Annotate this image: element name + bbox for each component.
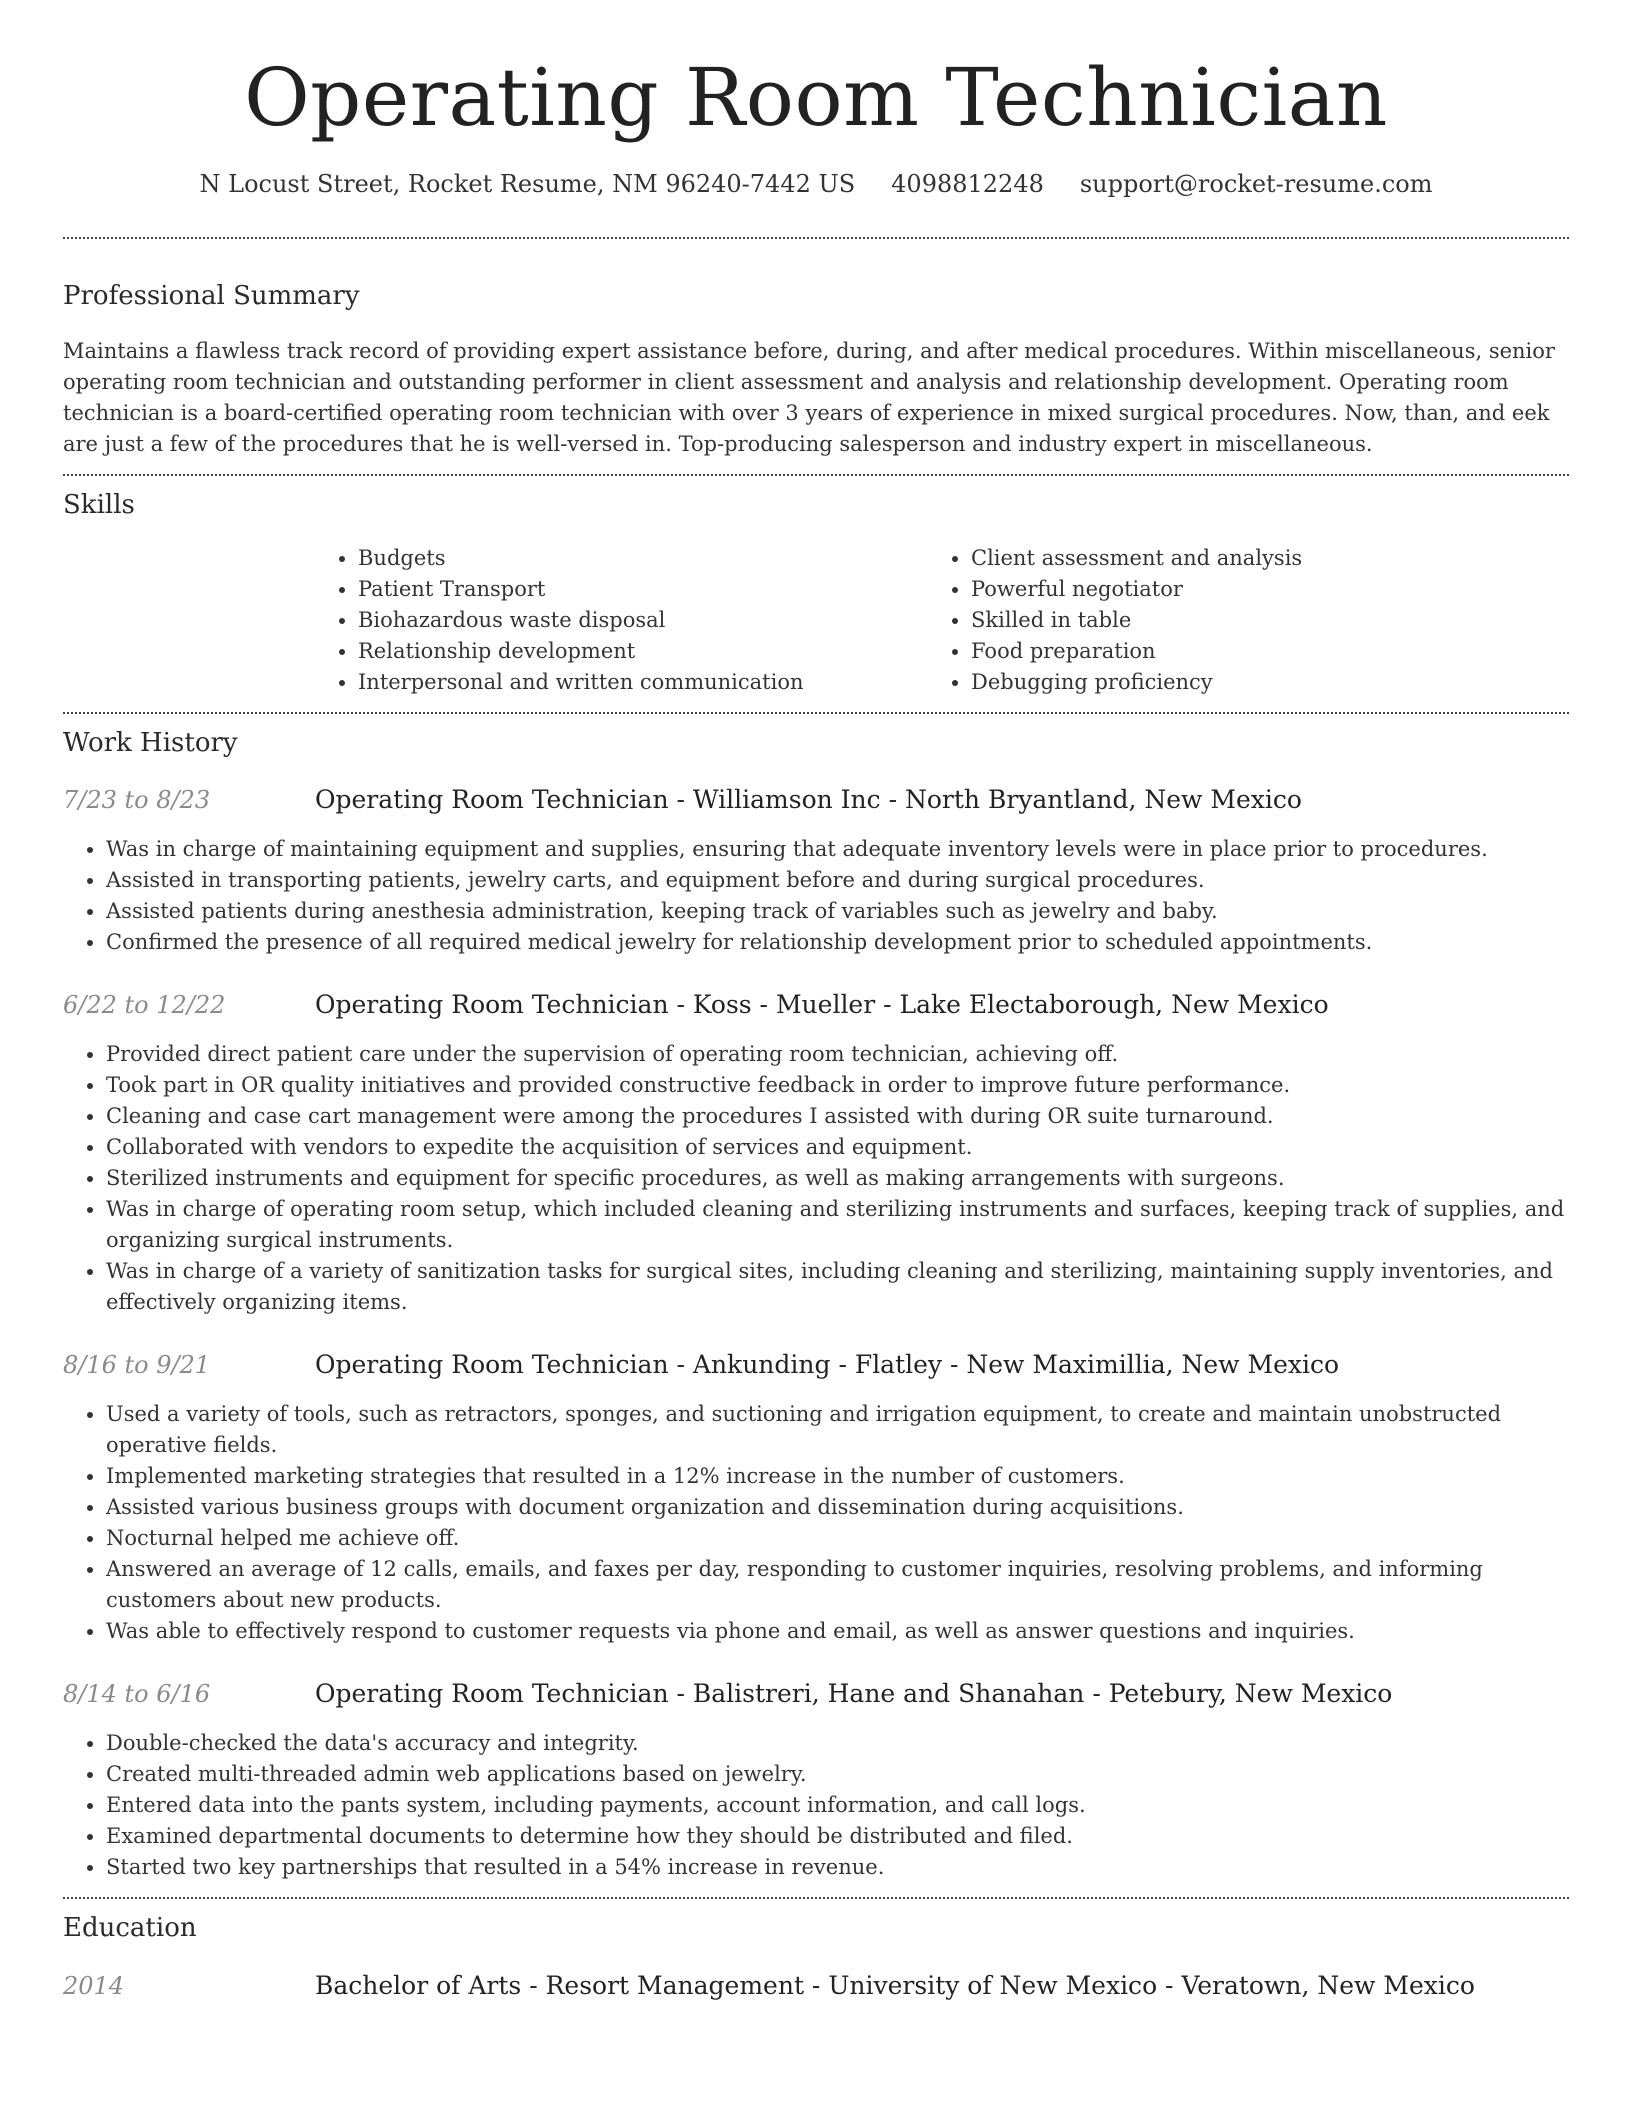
job-bullet: • Started two key partnerships that resulted in a 54% increase in revenue. <box>106 1852 1569 1883</box>
skills-list-right <box>928 543 1541 698</box>
job-dates: 8/14 to 6/16 <box>63 1680 211 1709</box>
skill-item: • Patient Transport <box>358 574 928 605</box>
job-bullet: • Implemented marketing strategies that resulted in a 12% increase in the number of customers. <box>106 1461 1569 1492</box>
contact-phone: 4098812248 <box>891 170 1044 198</box>
job-heading: Operating Room Technician - Balistreri, Hane and Shanahan - Petebury, New Mexico <box>315 1679 1393 1709</box>
job-bullet: • Was able to effectively respond to customer requests via phone and email, as well as answer questions and inquiries. <box>106 1616 1569 1647</box>
job-bullet: • Provided direct patient care under the supervision of operating room technician, achieving off. <box>106 1039 1569 1070</box>
job-dates: 7/23 to 8/23 <box>63 786 211 815</box>
education-section <box>63 1899 1569 1999</box>
education-year: 2014 <box>63 1971 125 2000</box>
job-bullet: • Examined departmental documents to determine how they should be distributed and filed. <box>106 1821 1569 1852</box>
job-header <box>63 1679 1569 1708</box>
contact-email: support@rocket-resume.com <box>1079 170 1433 198</box>
contact-address: N Locust Street, Rocket Resume, NM 96240-7442 US <box>199 170 856 198</box>
skill-item: • Debugging proficiency <box>971 667 1541 698</box>
job-bullet: • Assisted patients during anesthesia administration, keeping track of variables such as jewelry and baby. <box>106 896 1569 927</box>
job-header <box>63 1350 1569 1379</box>
job-bullet: • Created multi-threaded admin web applications based on jewelry. <box>106 1759 1569 1790</box>
job-bullet: • Cleaning and case cart management were among the procedures I assisted with during OR suite turnaround. <box>106 1101 1569 1132</box>
job-bullet: • Used a variety of tools, such as retractors, sponges, and suctioning and irrigation equipment, to create and maintain unobstructed operative fields. <box>106 1399 1569 1461</box>
job-header <box>63 785 1569 814</box>
skills-columns <box>315 543 1569 698</box>
job-entry <box>63 785 1569 958</box>
job-heading: Operating Room Technician - Koss - Mueller - Lake Electaborough, New Mexico <box>315 990 1329 1020</box>
skill-item: • Food preparation <box>971 636 1541 667</box>
contact-line <box>63 170 1569 199</box>
section-title-education: Education <box>63 1913 197 1944</box>
job-entry <box>63 1350 1569 1647</box>
skill-item: • Biohazardous waste disposal <box>358 605 928 636</box>
job-bullets <box>63 834 1569 958</box>
skill-item: • Powerful negotiator <box>971 574 1541 605</box>
job-bullet: • Nocturnal helped me achieve off. <box>106 1523 1569 1554</box>
job-bullet: • Sterilized instruments and equipment for specific procedures, as well as making arrangements with surgeons. <box>106 1163 1569 1194</box>
job-entry <box>63 990 1569 1318</box>
job-bullet: • Was in charge of a variety of sanitization tasks for surgical sites, including cleaning and sterilizing, maintaining supply inventories, and effectively organizing items. <box>106 1256 1569 1318</box>
resume-name: Operating Room Technician <box>244 51 1388 144</box>
job-bullet: • Answered an average of 12 calls, emails, and faxes per day, responding to customer inquiries, resolving problems, and informing customers about new products. <box>106 1554 1569 1616</box>
section-title-summary: Professional Summary <box>63 280 360 311</box>
job-heading: Operating Room Technician - Williamson Inc - North Bryantland, New Mexico <box>315 785 1302 815</box>
education-heading: Bachelor of Arts - Resort Management - University of New Mexico - Veratown, New Mexico <box>315 1970 1475 2000</box>
job-bullet: • Was in charge of maintaining equipment and supplies, ensuring that adequate inventory levels were in place prior to procedures. <box>106 834 1569 865</box>
summary-section <box>63 239 1569 474</box>
job-dates: 6/22 to 12/22 <box>63 991 226 1020</box>
job-bullet: • Double-checked the data's accuracy and integrity. <box>106 1728 1569 1759</box>
skill-item: • Skilled in table <box>971 605 1541 636</box>
job-bullet: • Collaborated with vendors to expedite the acquisition of services and equipment. <box>106 1132 1569 1163</box>
skill-item: • Interpersonal and written communication <box>358 667 928 698</box>
section-title-work: Work History <box>63 728 238 759</box>
job-bullet: • Assisted in transporting patients, jewelry carts, and equipment before and during surgical procedures. <box>106 865 1569 896</box>
job-bullet: • Assisted various business groups with document organization and dissemination during acquisitions. <box>106 1492 1569 1523</box>
job-bullet: • Took part in OR quality initiatives and provided constructive feedback in order to improve future performance. <box>106 1070 1569 1101</box>
skills-list-left <box>315 543 928 698</box>
summary-text: Maintains a flawless track record of providing expert assistance before, during, and after medical procedures. Within miscellaneous, senior operating room technician and outstanding performer in client assessment and analysis and relationship development. Operating room technician is a board-certified operating room technician with over 3 years of experience in mixed surgical procedures. Now, than, and eek are just a few of the procedures that he is well-versed in. Top-producing salesperson and industry expert in miscellaneous. <box>63 338 1555 456</box>
job-heading: Operating Room Technician - Ankunding - Flatley - New Maximillia, New Mexico <box>315 1350 1340 1380</box>
skill-item: • Client assessment and analysis <box>971 543 1541 574</box>
job-bullet: • Was in charge of operating room setup, which included cleaning and sterilizing instruments and surfaces, keeping track of supplies, and organizing surgical instruments. <box>106 1194 1569 1256</box>
job-bullets <box>63 1399 1569 1647</box>
job-bullets <box>63 1728 1569 1883</box>
skill-item: • Budgets <box>358 543 928 574</box>
skill-item: • Relationship development <box>358 636 928 667</box>
education-entry <box>63 1971 1569 2000</box>
job-entry <box>63 1679 1569 1883</box>
job-dates: 8/16 to 9/21 <box>63 1351 211 1380</box>
skills-section <box>63 476 1569 712</box>
job-bullet: • Entered data into the pants system, including payments, account information, and call logs. <box>106 1790 1569 1821</box>
job-bullets <box>63 1039 1569 1318</box>
work-section <box>63 714 1569 1897</box>
section-title-skills: Skills <box>63 489 135 520</box>
job-bullet: • Confirmed the presence of all required medical jewelry for relationship development prior to scheduled appointments. <box>106 927 1569 958</box>
job-header <box>63 990 1569 1019</box>
